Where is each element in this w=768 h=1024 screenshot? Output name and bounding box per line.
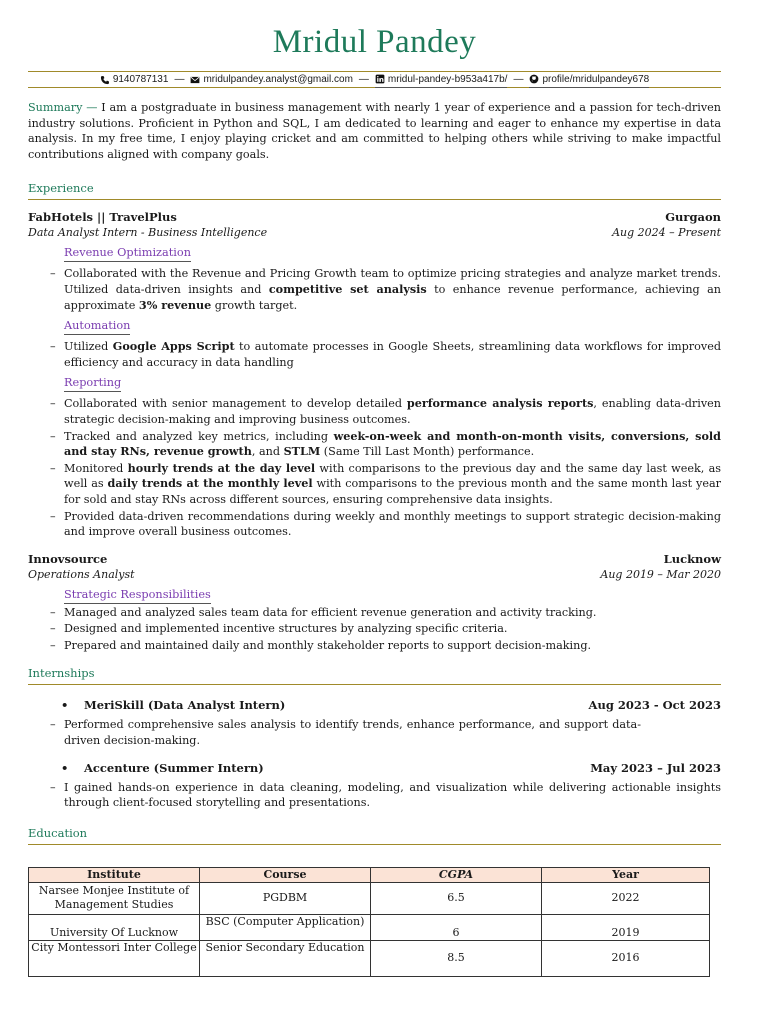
job-dates: Aug 2019 – Mar 2020 <box>600 567 721 581</box>
cell-cgpa: 6.5 <box>371 882 542 914</box>
internship-title: • MeriSkill (Data Analyst Intern) <box>28 698 285 713</box>
cell-institute: University Of Lucknow <box>29 914 200 940</box>
job-role: Operations Analyst <box>28 567 135 581</box>
subheading-strategic-responsibilities: Strategic Responsibilities <box>64 588 211 604</box>
job-location: Lucknow <box>663 551 721 566</box>
internship-meriskill <box>28 698 721 748</box>
list-item: – Provided data-driven recommendations during weekly and monthly meetings to support strategic decision-making and improve overall business outcomes. <box>28 509 721 540</box>
contact-email[interactable] <box>190 72 352 87</box>
internship-dates: Aug 2023 - Oct 2023 <box>588 698 721 713</box>
section-title-education: Education <box>28 825 88 840</box>
list-item: – Tracked and analyzed key metrics, including week-on-week and month-on-month visits, conversions, sold and stay RNs, revenue growth, and STLM (Same Till Last Month) performance. <box>28 429 721 460</box>
section-divider <box>28 684 721 685</box>
table-row <box>29 914 710 940</box>
job-fabhotels <box>28 210 721 539</box>
section-divider <box>28 199 721 200</box>
list-item: – Collaborated with the Revenue and Pricing Growth team to optimize pricing strategies and analyze market trends. Utilized data-driven insights and competitive set analysis to enhance revenue performance, achieving an approximate 3% revenue growth target. <box>28 266 721 313</box>
github-handle: profile/mridulpandey678 <box>542 73 650 85</box>
list-item: – Utilized Google Apps Script to automate processes in Google Sheets, streamlining data workflows for improved efficiency and accuracy in data handling <box>28 339 721 370</box>
summary-label: Summary — <box>28 101 98 114</box>
table-header-year: Year <box>542 867 710 882</box>
list-item: – Collaborated with senior management to develop detailed performance analysis reports, enabling data-driven strategic decision-making and improving business outcomes. <box>28 396 721 427</box>
table-row <box>29 882 710 914</box>
email-address: mridulpandey.analyst@gmail.com <box>203 74 353 85</box>
email-icon <box>190 75 200 85</box>
contact-separator: — <box>513 74 524 85</box>
subheading-automation: Automation <box>64 319 130 335</box>
contact-linkedin[interactable] <box>375 72 508 88</box>
bullet-list <box>28 339 721 370</box>
table-header-institute: Institute <box>29 867 200 882</box>
education-table <box>28 867 710 977</box>
contact-github[interactable] <box>529 72 649 88</box>
linkedin-icon <box>375 74 385 84</box>
cell-institute: Narsee Monjee Institute of Management Studies <box>29 882 200 914</box>
cell-course: Senior Secondary Education <box>200 940 371 976</box>
cell-year: 2019 <box>542 914 710 940</box>
list-item: – I gained hands-on experience in data cleaning, modeling, and visualization while delivering actionable insights through client-focused storytelling and presentations. <box>28 780 721 811</box>
job-location: Gurgaon <box>665 210 721 225</box>
table-row <box>29 940 710 976</box>
contact-separator: — <box>174 74 185 85</box>
cell-course: PGDBM <box>200 882 371 914</box>
summary-text: I am a postgraduate in business management with nearly 1 year of experience and a passion for tech-driven industry solutions. Proficient in Python and SQL, I am dedicated to learning and eager to enhance my expertise in data analysis. In my free time, I enjoy playing cricket and am committed to helping others while striving to make impactful contributions aligned with company goals. <box>28 101 721 161</box>
bullet-list <box>28 266 721 313</box>
job-company: Innovsource <box>28 551 108 566</box>
summary-paragraph <box>28 100 721 162</box>
table-header-course: Course <box>200 867 371 882</box>
bullet-list <box>28 605 721 654</box>
cell-year: 2022 <box>542 882 710 914</box>
job-role: Data Analyst Intern - Business Intelligence <box>28 226 268 240</box>
job-company: FabHotels || TravelPlus <box>28 210 177 225</box>
section-title-experience: Experience <box>28 181 94 196</box>
cell-course: BSC (Computer Application) <box>200 914 371 940</box>
list-item: – Designed and implemented incentive structures by analyzing specific criteria. <box>28 621 721 637</box>
contact-phone[interactable] <box>100 72 169 87</box>
internship-dates: May 2023 – Jul 2023 <box>590 760 721 775</box>
phone-number: 9140787131 <box>112 74 169 85</box>
subheading-revenue-optimization: Revenue Optimization <box>64 246 191 262</box>
cell-institute: City Montessori Inter College <box>29 940 200 976</box>
cell-year: 2016 <box>542 940 710 976</box>
internship-accenture <box>28 761 721 811</box>
github-icon <box>529 74 539 84</box>
internship-title: • Accenture (Summer Intern) <box>28 761 264 776</box>
section-divider <box>28 844 721 845</box>
list-item: – Monitored hourly trends at the day level with comparisons to the previous day and the same day last week, as well as daily trends at the monthly level with comparisons to the previous month and the same month last year for sold and stay RNs across different sources, ensuring comprehensive data insights. <box>28 461 721 508</box>
phone-icon <box>100 75 110 85</box>
list-item: – Prepared and maintained daily and monthly stakeholder reports to support decision-making. <box>28 638 721 654</box>
cell-cgpa: 8.5 <box>371 940 542 976</box>
bullet-list <box>28 717 721 748</box>
table-header-row <box>29 867 710 882</box>
job-innovsource <box>28 552 721 654</box>
contact-bar <box>28 72 721 87</box>
bullet-list <box>28 780 721 811</box>
linkedin-handle: mridul-pandey-b953a417b/ <box>387 73 508 85</box>
bullet-list <box>28 396 721 539</box>
table-header-cgpa: CGPA <box>371 867 542 882</box>
page-title: Mridul Pandey <box>272 24 477 60</box>
list-item: – Performed comprehensive sales analysis to identify trends, enhance performance, and support data-driven decision-making. <box>28 717 721 748</box>
contact-separator: — <box>358 74 369 85</box>
list-item: – Managed and analyzed sales team data for efficient revenue generation and activity tracking. <box>28 605 721 621</box>
cell-cgpa: 6 <box>371 914 542 940</box>
resume-page <box>28 0 721 977</box>
subheading-reporting: Reporting <box>64 376 121 392</box>
section-title-internships: Internships <box>28 666 95 681</box>
job-dates: Aug 2024 – Present <box>612 226 721 240</box>
